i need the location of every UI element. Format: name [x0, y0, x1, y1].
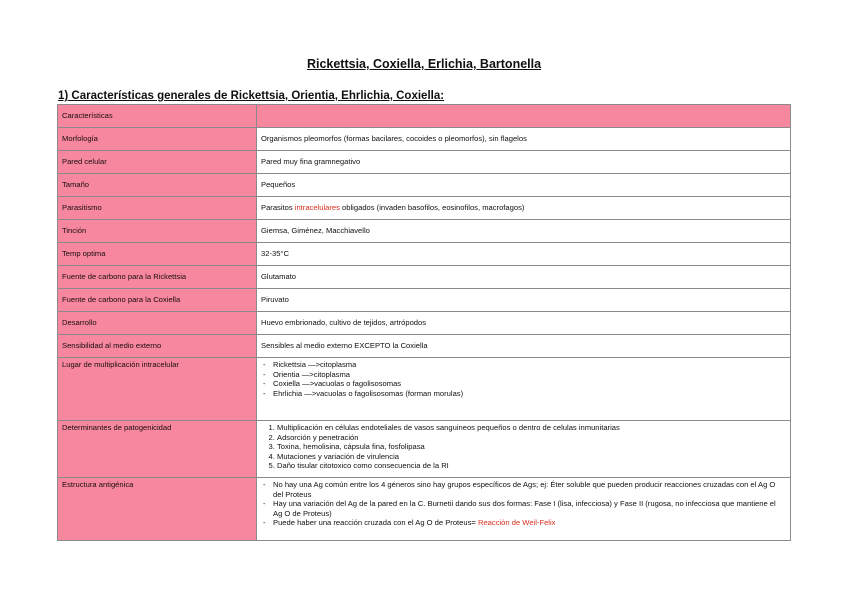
list-item: 4. Mutaciones y variación de virulencia [277, 452, 786, 462]
row-value [257, 421, 791, 478]
table-row [58, 289, 791, 312]
list-item: 5. Daño tisular citotoxico como consecuencia de la RI [277, 461, 786, 471]
row-value [257, 197, 791, 220]
row-value: Huevo embrionado, cultivo de tejidos, artrópodos [257, 312, 791, 335]
list-item: 1. Multiplicación en células endoteliales de vasos sanguineos pequeños o dentro de celulas inmunitarias [277, 423, 786, 433]
list-item: 3. Toxina, hemolisina, cápsula fina, fosfolipasa [277, 442, 786, 452]
row-value: Giemsa, Giménez, Macchiavello [257, 220, 791, 243]
table-row [58, 266, 791, 289]
list-item: - Hay una variación del Ag de la pared en la C. Burnetii dando sus dos formas: Fase I (lisa, infecciosa) y Fase II (rugosa, no infecciosa que mantiene el Ag O de Proteus) [273, 499, 786, 518]
row-value: Organismos pleomorfos (formas bacilares, cocoides o pleomorfos), sin flagelos [257, 128, 791, 151]
list-item: - No hay una Ag común entre los 4 géneros sino hay grupos específicos de Ags; ej: Éter soluble que pueden producir reacciones cruzadas con el Ag O del Proteus [273, 480, 786, 499]
list-item: - Rickettsia —>citoplasma [273, 360, 786, 370]
table-row [58, 312, 791, 335]
list-item: 2. Adsorción y penetración [277, 433, 786, 443]
table-row [58, 151, 791, 174]
table-row [58, 128, 791, 151]
numbered-list [261, 423, 786, 471]
bullet-list [261, 360, 786, 398]
table-row [58, 243, 791, 266]
row-key: Fuente de carbono para la Rickettsia [58, 266, 257, 289]
row-value: Pared muy fina gramnegativo [257, 151, 791, 174]
value-text: obligados (invaden basofilos, eosinofilos, macrofagos) [339, 203, 525, 213]
section-heading: 1) Características generales de Rickettsia, Orientia, Ehrlichia, Coxiella: [58, 90, 445, 102]
characteristics-table [57, 104, 791, 541]
header-cell: Características [58, 105, 257, 128]
document-title: Rickettsia, Coxiella, Erlichia, Bartonella [306, 57, 542, 71]
value-text: Puede haber una reacción cruzada con el Ag O de Proteus= [273, 518, 478, 528]
table-row [58, 478, 791, 541]
row-value [257, 478, 791, 541]
highlighted-text: Reacción de Weil-Felix [477, 518, 556, 528]
row-key: Determinantes de patogenicidad [58, 421, 257, 478]
header-empty-cell [257, 105, 791, 128]
row-key: Fuente de carbono para la Coxiella [58, 289, 257, 312]
row-key: Pared celular [58, 151, 257, 174]
row-key: Tinción [58, 220, 257, 243]
row-key: Sensibilidad al medio externo [58, 335, 257, 358]
list-item: - Orientia —>citoplasma [273, 370, 786, 380]
table-row [58, 335, 791, 358]
row-value: 32-35°C [257, 243, 791, 266]
row-value: Sensibles al medio externo EXCEPTO la Coxiella [257, 335, 791, 358]
list-item: - Coxiella —>vacuolas o fagolisosomas [273, 379, 786, 389]
row-value: Pequeños [257, 174, 791, 197]
table-row [58, 197, 791, 220]
bullet-list [261, 480, 786, 528]
highlighted-text: intracelulares [294, 203, 340, 213]
list-item [273, 518, 786, 528]
table-header-row [58, 105, 791, 128]
row-key: Tamaño [58, 174, 257, 197]
table-row [58, 421, 791, 478]
row-value [257, 358, 791, 421]
row-key: Temp optima [58, 243, 257, 266]
row-value: Piruvato [257, 289, 791, 312]
value-text: Parasitos [261, 203, 295, 213]
row-key: Parasitismo [58, 197, 257, 220]
list-item: - Ehrlichia —>vacuolas o fagolisosomas (forman morulas) [273, 389, 786, 399]
table-row [58, 174, 791, 197]
row-key: Morfología [58, 128, 257, 151]
row-value: Glutamato [257, 266, 791, 289]
row-key: Lugar de multiplicación intracelular [58, 358, 257, 421]
row-key: Desarrollo [58, 312, 257, 335]
table-row [58, 358, 791, 421]
row-key: Estructura antigénica [58, 478, 257, 541]
table-row [58, 220, 791, 243]
